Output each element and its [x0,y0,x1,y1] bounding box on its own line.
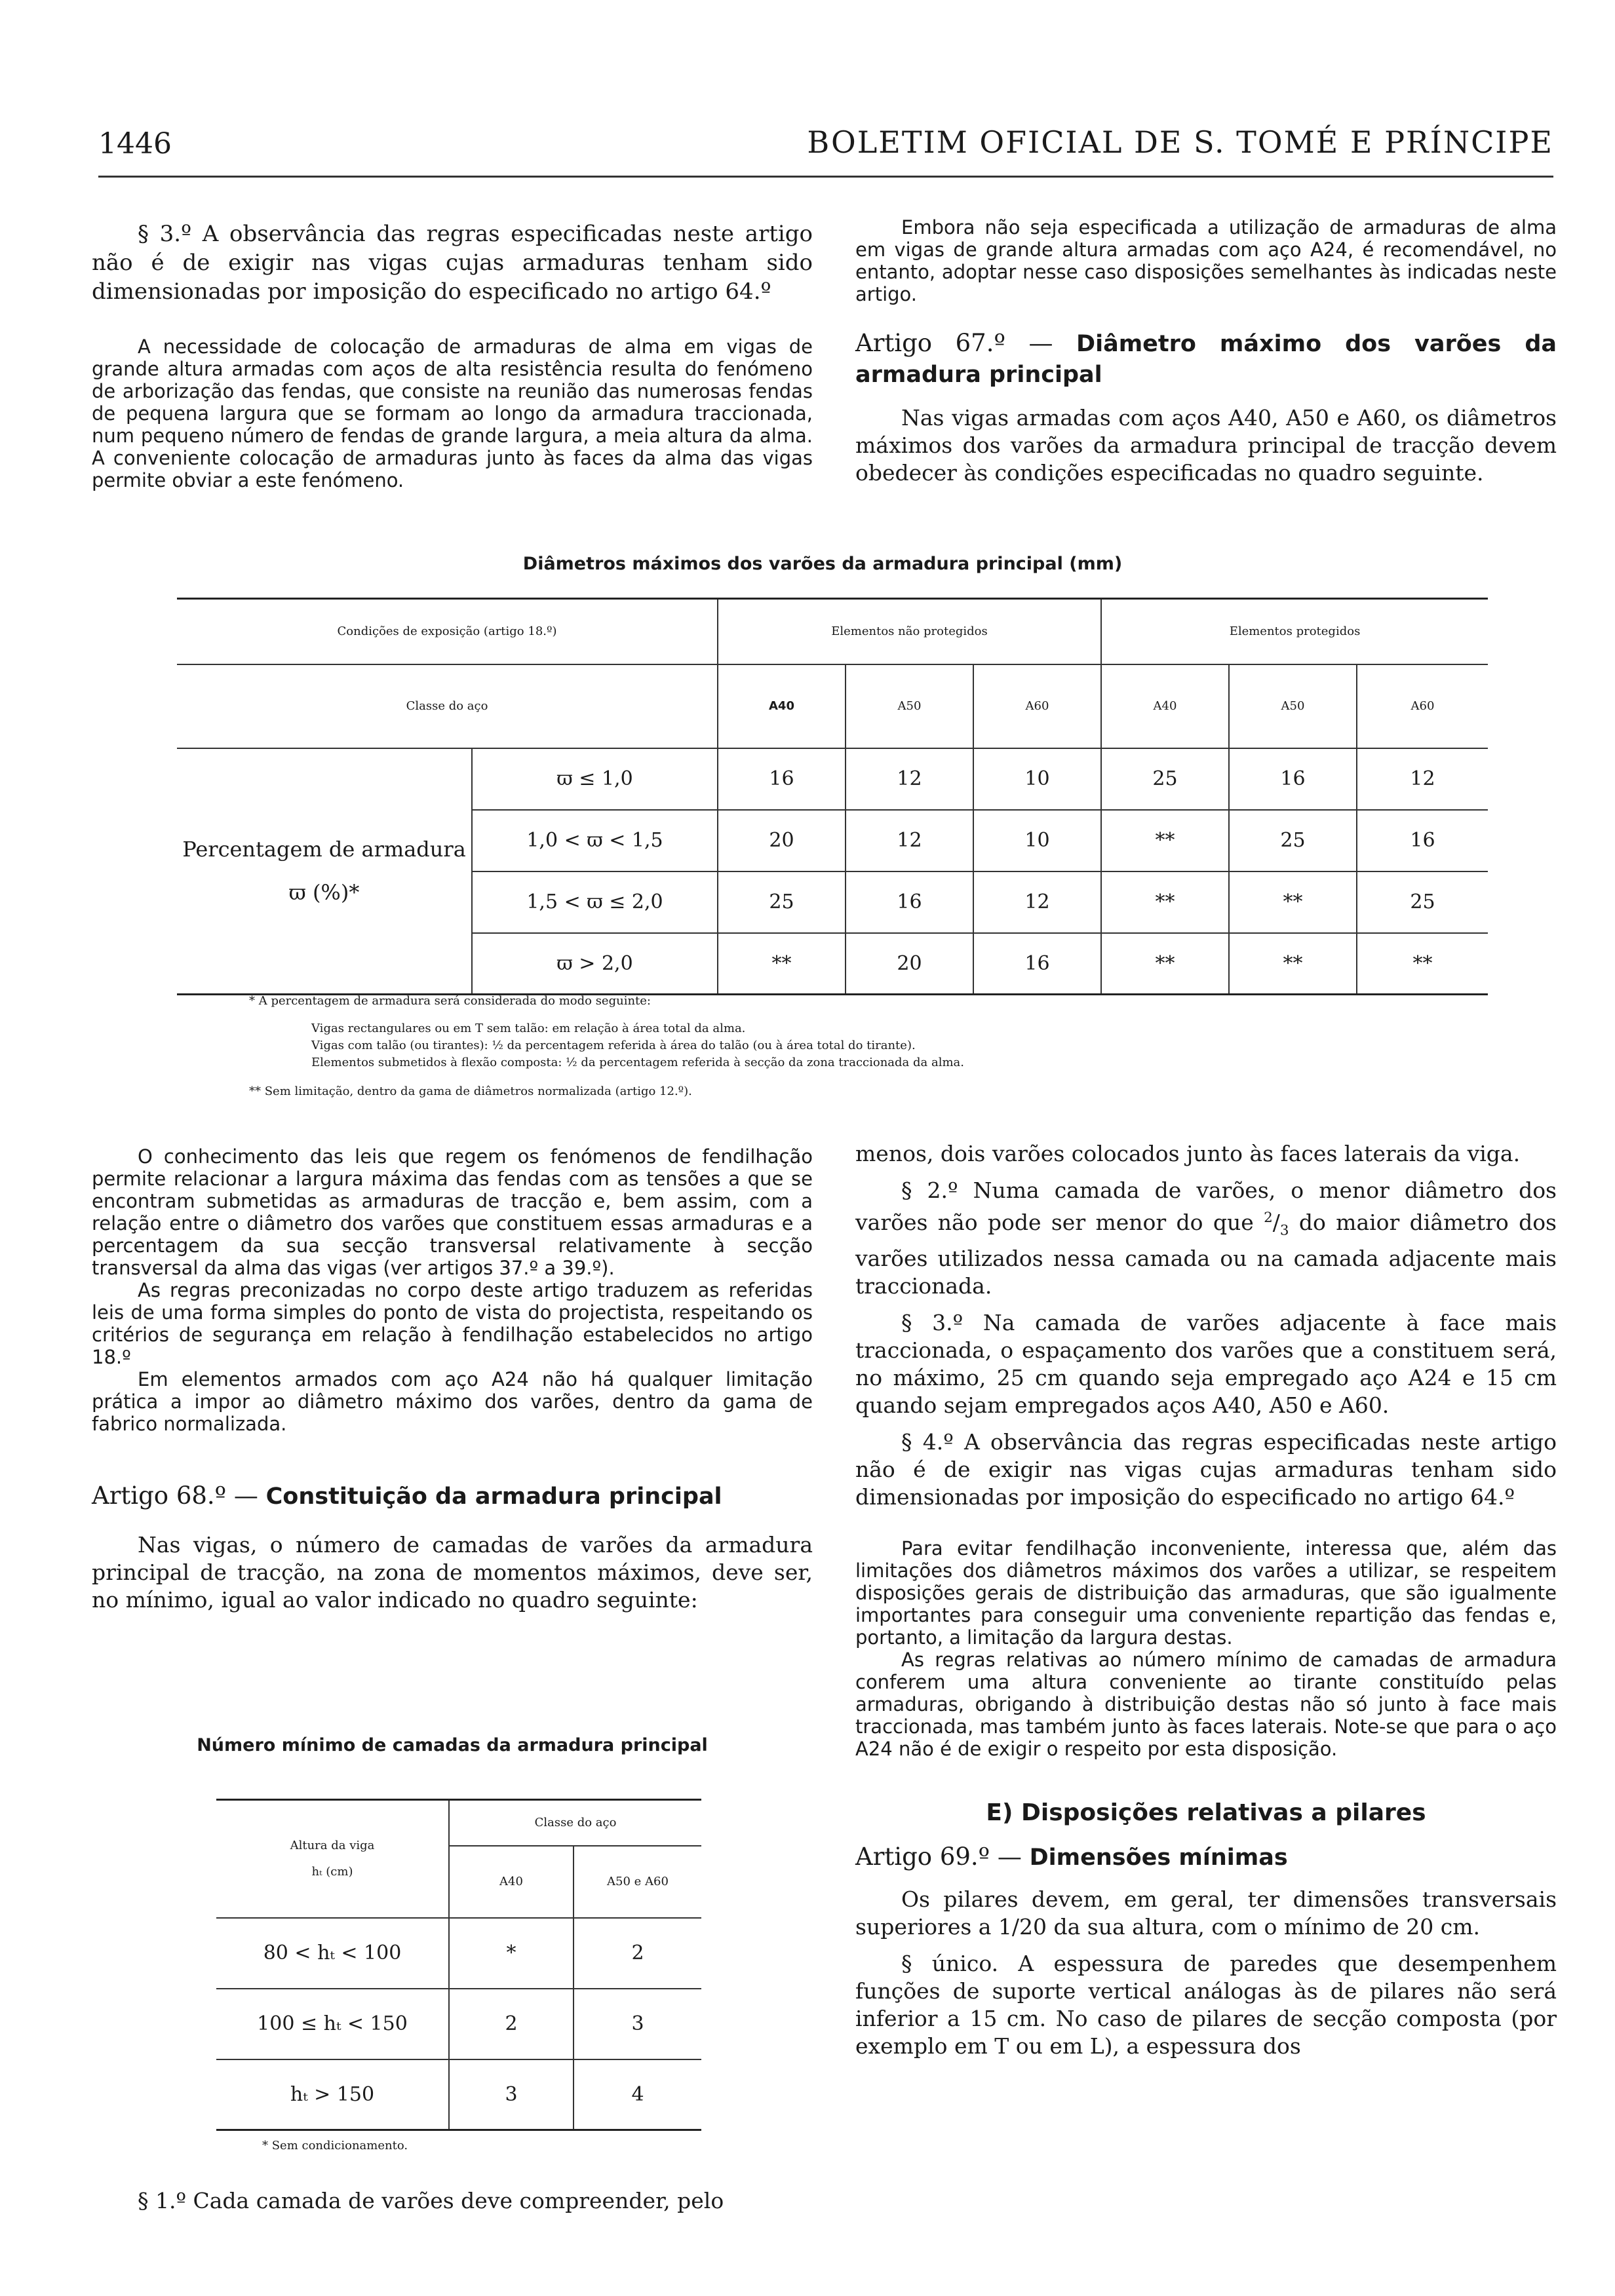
value-cell: ** [1101,810,1229,871]
comment-paragraph: As regras relativas ao número mínimo de camadas de armadura conferem uma altura conveniente ao tirante constituído pelas armaduras, obrigando à distribuição destas não só junto à face mais traccionada, mas também junto às faces laterais. Note-se que para o aço A24 não é de exigir o respeito por esta disposição. [855,1648,1557,1760]
steel-a50-unprotected: A50 [846,664,973,748]
right-column-top [855,216,1557,487]
paragraph-1: § 1.º Cada camada de varões deve compreender, pelo [138,2188,724,2213]
value-cell: 10 [973,810,1101,871]
article-69-heading [855,1842,1557,1873]
table-row [216,1918,701,1989]
article-69-title: Dimensões mínimas [1029,1844,1288,1871]
table1-caption: Diâmetros máximos dos varões da armadura principal (mm) [522,554,1123,574]
section-e-heading: E) Disposições relativas a pilares [986,1799,1426,1826]
range-cell: 1,0 < ϖ < 1,5 [472,810,718,871]
article-69-text-b: da sua altura, com o mínimo de 20 cm. [1047,1913,1481,1940]
paragraph-3: § 3.º Na camada de varões adjacente à face mais traccionada, o espaçamento dos varões que a constituem será, no máximo, 25 cm quando seja empregado aço A24 e 15 cm quando sejam empregados aços A40, A50 e A60. [855,1309,1557,1418]
right-column-bottom [855,1140,1557,2060]
steel-a50-protected: A50 [1229,664,1357,748]
value-cell: 2 [449,1989,574,2059]
header-beam-height-line-1: Altura da viga [290,1838,375,1852]
range-cell: ϖ > 2,0 [472,933,718,995]
value-cell: ** [1357,933,1488,995]
header-exposure: Condições de exposição (artigo 18.º) [177,599,718,664]
value-cell: 12 [846,810,973,871]
header-unprotected: Elementos não protegidos [718,599,1101,664]
steel-a40-unprotected: A40 [718,664,846,748]
header-steel-class: Classe do aço [177,664,718,748]
header-a40: A40 [449,1846,574,1918]
value-cell: 16 [1357,810,1488,871]
comment-a24: Embora não seja especificada a utilização de armaduras de alma em vigas de grande altura armadas com aço A24, é recomendável, no entanto, adoptar nesse caso disposições semelhantes às indicadas neste artigo. [855,216,1557,305]
comment-paragraph: Para evitar fendilhação inconveniente, interessa que, além das limitações dos diâmetros máximos dos varões a utilizar, se respeitem disposições gerais de distribuição das armaduras, que são igualmente importantes para conseguir uma conveniente repartição das fendas e, portanto, a limitação da largura destas. [855,1537,1557,1649]
article-67-heading [855,328,1557,390]
paragraph-3: § 3.º A observância das regras especificadas neste artigo não é de exigir nas vigas cujas armaduras tenham sido dimensionadas por imposição do especificado no artigo 64.º [92,221,813,305]
value-cell: 12 [973,871,1101,933]
range-cell: ϖ ≤ 1,0 [472,748,718,810]
article-67-title: Diâmetro máximo dos varões da armadura principal [855,331,1557,388]
continuation-paragraph: menos, dois varões colocados junto às faces laterais da viga. [855,1141,1521,1166]
comment-paragraph: Em elementos armados com aço A24 não há qualquer limitação prática a impor ao diâmetro máximo dos varões, dentro da gama de fabrico normalizada. [92,1368,813,1435]
header-a50-a60: A50 e A60 [574,1846,701,1918]
article-68-number: Artigo 68.º — [92,1482,258,1510]
table-row [216,2059,701,2130]
value-cell: 12 [1357,748,1488,810]
page-header [98,118,1553,170]
steel-a60-unprotected: A60 [973,664,1101,748]
header-steel-class: Classe do aço [449,1800,701,1846]
row-label-line-1: Percentagem de armadura [182,837,466,862]
height-range-cell: 100 ≤ hₜ < 150 [216,1989,449,2059]
height-range-cell: 80 < hₜ < 100 [216,1918,449,1989]
value-cell: 16 [973,933,1101,995]
table1-note: Elementos submetidos à flexão composta: ½ da percentagem referida à secção da zona traccionada da alma. [311,1056,964,1069]
paragraph-2-text-b: do maior diâmetro dos varões utilizados nessa camada ou na camada adjacente mais traccionada. [855,1210,1557,1299]
value-cell: 25 [1101,748,1229,810]
table1-note: Vigas com talão (ou tirantes): ½ da percentagem referida à área do talão (ou à área total do tirante). [311,1039,916,1052]
paragraph-2: § 2.º Numa camada de varões, o menor diâmetro dos varões não pode ser menor do que $^2/_3$ do maior diâmetro dos varões utilizados nessa camada ou na camada adjacente mais traccionada. [855,1177,1557,1299]
paragraph-2-text-a: § 2.º Numa camada de varões, o menor diâmetro dos varões não pode ser menor do que [855,1177,1557,1235]
value-cell: ** [718,933,846,995]
value-cell: 25 [1229,810,1357,871]
row-label-line-2: ϖ (%)* [288,880,360,906]
left-column-end [92,2187,813,2215]
value-cell: 16 [1229,748,1357,810]
comment-alma: A necessidade de colocação de armaduras de alma em vigas de grande altura armadas com aços de alta resistência resulta do fenómeno de arborização das fendas, que consiste na reunião das numerosas fendas de pequena largura que se formam ao longo da armadura traccionada, num pequeno número de fendas de grande largura, a meia altura da alma. A conveniente colocação de armaduras junto às faces da alma das vigas permite obviar a este fenómeno. [92,335,813,491]
article-69-body [855,1886,1557,1941]
value-cell: ** [1229,933,1357,995]
height-range-cell: hₜ > 150 [216,2059,449,2130]
value-cell: 4 [574,2059,701,2130]
article-69-number: Artigo 69.º — [855,1842,1022,1871]
table-row [216,1989,701,2059]
fraction-denominator: 3 [1279,1222,1289,1239]
value-cell: 25 [1357,871,1488,933]
table1-notes [249,993,964,1100]
comment-paragraph: As regras preconizadas no corpo deste artigo traduzem as referidas leis de uma forma simples do ponto de vista do projectista, respeitando os critérios de segurança em relação à fendilhação estabelecidos no artigo 18.º [92,1279,813,1368]
article-67-body: Nas vigas armadas com aços A40, A50 e A60, os diâmetros máximos dos varões da armadura principal de tracção devem obedecer às condições especificadas no quadro seguinte. [855,405,1557,486]
table2-caption: Número mínimo de camadas da armadura principal [197,1735,708,1755]
value-cell: * [449,1918,574,1989]
value-cell: ** [1101,933,1229,995]
paragraph-4: § 4.º A observância das regras especificadas neste artigo não é de exigir nas vigas cujas armaduras tenham sido dimensionadas por imposição do especificado no artigo 64.º [855,1428,1557,1510]
table-max-diameters [177,598,1488,995]
value-cell: 20 [846,933,973,995]
table2-note: * Sem condicionamento. [262,2139,408,2152]
article-68-title: Constituição da armadura principal [265,1483,722,1510]
value-cell: 12 [846,748,973,810]
article-67-number: Artigo 67.º — [855,329,1053,357]
table1-note: Vigas rectangulares ou em T sem talão: em relação à área total da alma. [311,1022,746,1035]
table1-note: ** Sem limitação, dentro da gama de diâmetros normalizada (artigo 12.º). [249,1084,692,1098]
table1-note: * A percentagem de armadura será considerada do modo seguinte: [249,994,651,1008]
page-title: BOLETIM OFICIAL DE S. TOMÉ E PRÍNCIPE [807,124,1553,160]
table-row [177,748,1488,810]
value-cell: 3 [449,2059,574,2130]
value-cell: 3 [574,1989,701,2059]
header-protected: Elementos protegidos [1101,599,1488,664]
article-68-heading [92,1481,813,1512]
value-cell: 25 [718,871,846,933]
article-69-text-a: Os pilares devem, em geral, ter dimensões transversais superiores a [855,1886,1557,1940]
value-cell: 10 [973,748,1101,810]
left-column-top [92,220,813,491]
range-cell: 1,5 < ϖ ≤ 2,0 [472,871,718,933]
value-cell: ** [1101,871,1229,933]
header-beam-height-line-2: hₜ (cm) [311,1864,353,1879]
value-cell: ** [1229,871,1357,933]
paragraph-unico: § único. A espessura de paredes que desempenhem funções de suporte vertical análogas às de pilares não será inferior a 15 cm. No caso de pilares de secção composta (por exemplo em T ou em L), a espessura dos [855,1950,1557,2059]
table-min-layers [216,1799,701,2131]
value-cell: 16 [718,748,846,810]
value-cell: 20 [718,810,846,871]
comment-paragraph: O conhecimento das leis que regem os fenómenos de fendilhação permite relacionar a largura máxima das fendas com as tensões a que se encontram submetidas as armaduras de tracção e, bem assim, com a relação entre o diâmetro dos varões que constituem essas armaduras e a percentagem da sua secção transversal relativamente à secção transversal da alma das vigas (ver artigos 37.º a 39.º). [92,1145,813,1279]
fraction: 1/20 [998,1913,1047,1940]
steel-a40-protected: A40 [1101,664,1229,748]
page-number: 1446 [98,127,172,161]
header-beam-height [216,1800,449,1918]
row-label-percentage [177,748,472,995]
left-column-bottom [92,1145,813,1614]
article-68-body: Nas vigas, o número de camadas de varões da armadura principal de tracção, na zona de momentos máximos, deve ser, no mínimo, igual ao valor indicado no quadro seguinte: [92,1532,813,1613]
value-cell: 16 [846,871,973,933]
value-cell: 2 [574,1918,701,1989]
header-rule [98,176,1553,178]
steel-a60-protected: A60 [1357,664,1488,748]
fraction-numerator: 2 [1264,1210,1273,1226]
